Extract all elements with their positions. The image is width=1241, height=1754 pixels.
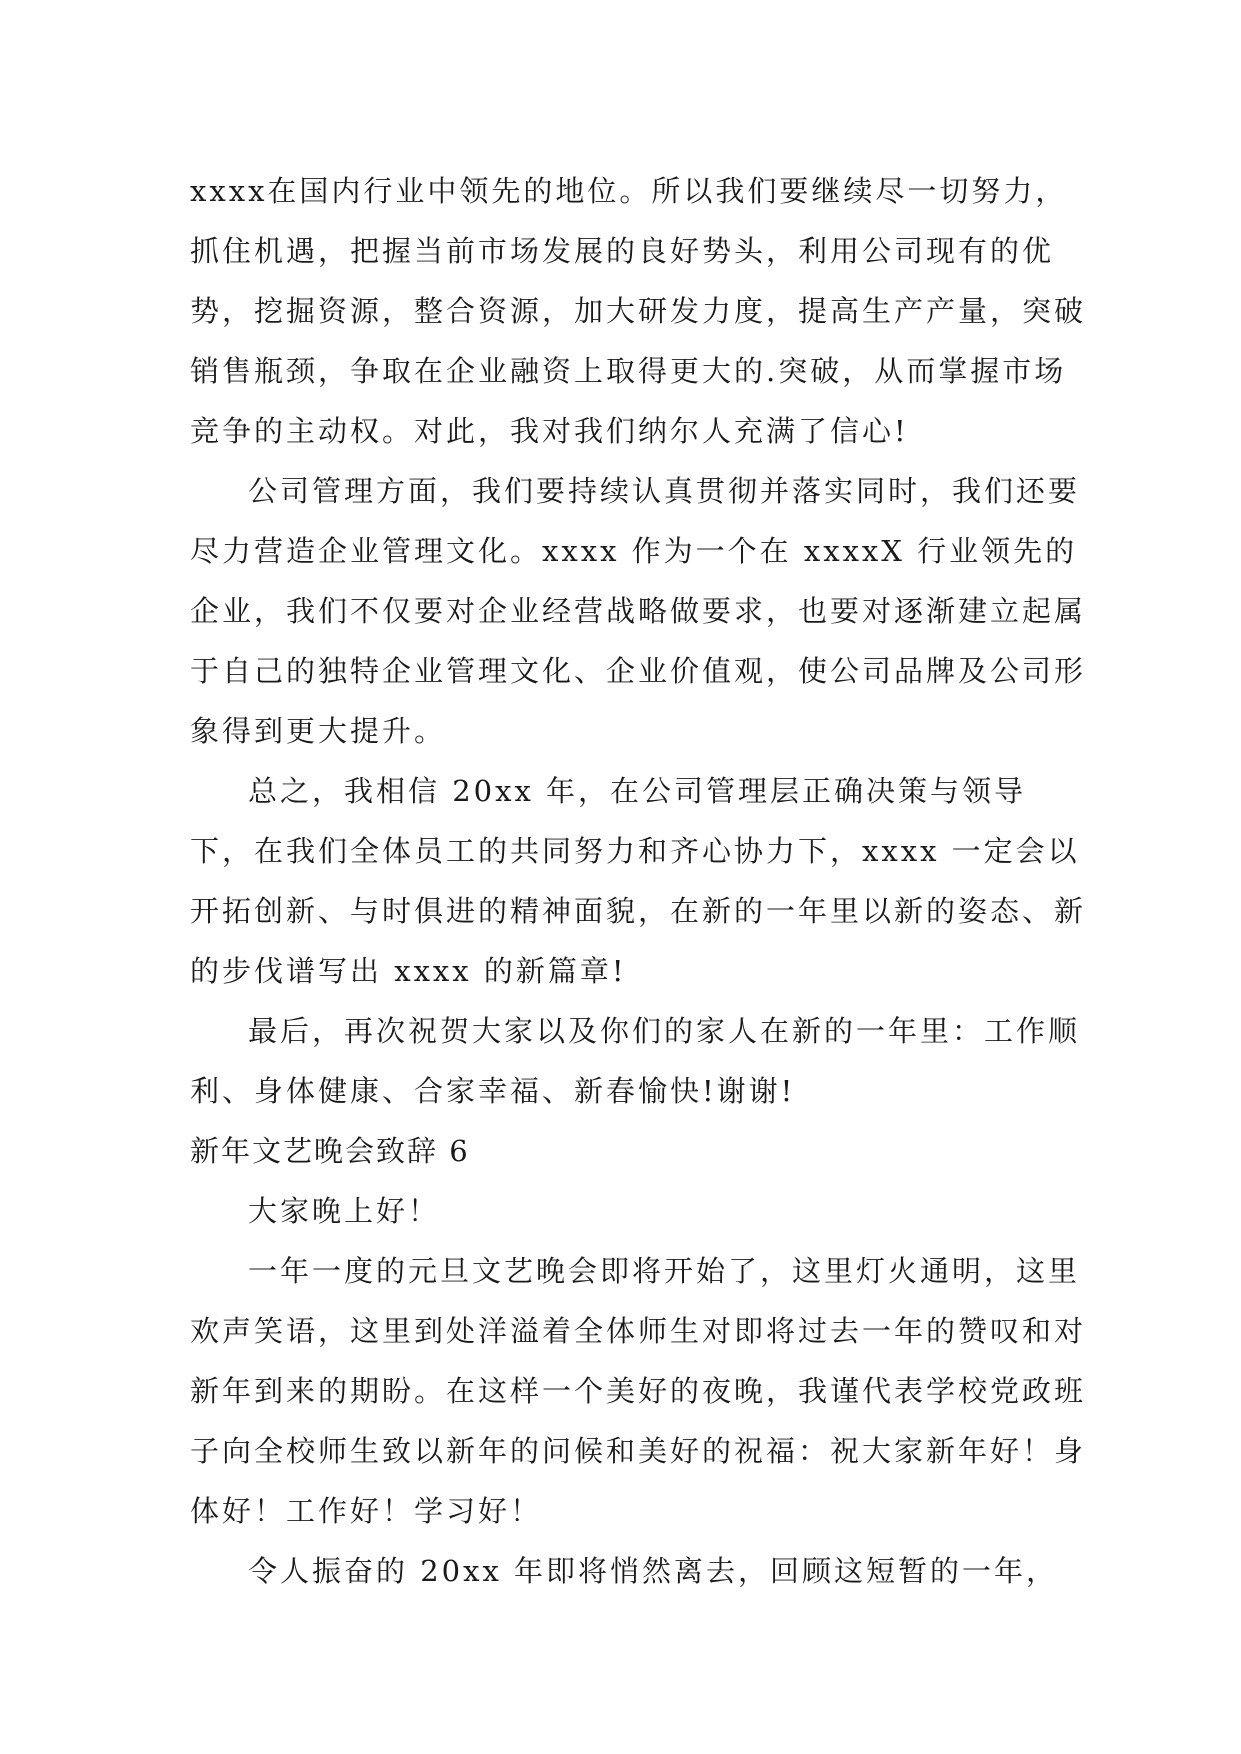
paragraph-review: 令人振奋的 20xx 年即将悄然离去，回顾这短暂的一年， xyxy=(248,1554,1059,1588)
paragraph-opening: 一年一度的元旦文艺晚会即将开始了，这里灯火通明，这里欢声笑语，这里到处洋溢着全体师生对即将过去一年的赞叹和对新年到来的期盼。在这样一个美好的夜晚，我谨代表学校党政班子向全校师生致以新年的问候和美好的祝福：祝大家新年好！身体好！工作好！学习好！ xyxy=(190,1254,1087,1528)
paragraph-greeting: 大家晚上好！ xyxy=(248,1194,441,1228)
paragraph-closing-wishes: 最后，再次祝贺大家以及你们的家人在新的一年里：工作顺利、身体健康、合家幸福、新春愉快!谢谢! xyxy=(190,1014,1081,1108)
paragraph-conclusion: 总之，我相信 20xx 年，在公司管理层正确决策与领导下，在我们全体员工的共同努力和齐心协力下，xxxx 一定会以开拓创新、与时俱进的精神面貌，在新的一年里以新的姿态、新的步伐谱写出 xxxx 的新篇章! xyxy=(190,774,1087,988)
document-body xyxy=(190,161,1090,1601)
paragraph-continuation: xxxx在国内行业中领先的地位。所以我们要继续尽一切努力，抓住机遇，把握当前市场发展的良好势头，利用公司现有的优势，挖掘资源，整合资源，加大研发力度，提高生产产量，突破销售瓶颈，争取在企业融资上取得更大的.突破，从而掌握市场竞争的主动权。对此，我对我们纳尔人充满了信心! xyxy=(190,174,1087,448)
paragraph-company-management: 公司管理方面，我们要持续认真贯彻并落实同时，我们还要尽力营造企业管理文化。xxxx 作为一个在 xxxxX 行业领先的企业，我们不仅要对企业经营战略做要求，也要对逐渐建立起属于自己的独特企业管理文化、企业价值观，使公司品牌及公司形象得到更大提升。 xyxy=(190,474,1087,748)
section-title: 新年文艺晚会致辞 6 xyxy=(190,1134,470,1168)
